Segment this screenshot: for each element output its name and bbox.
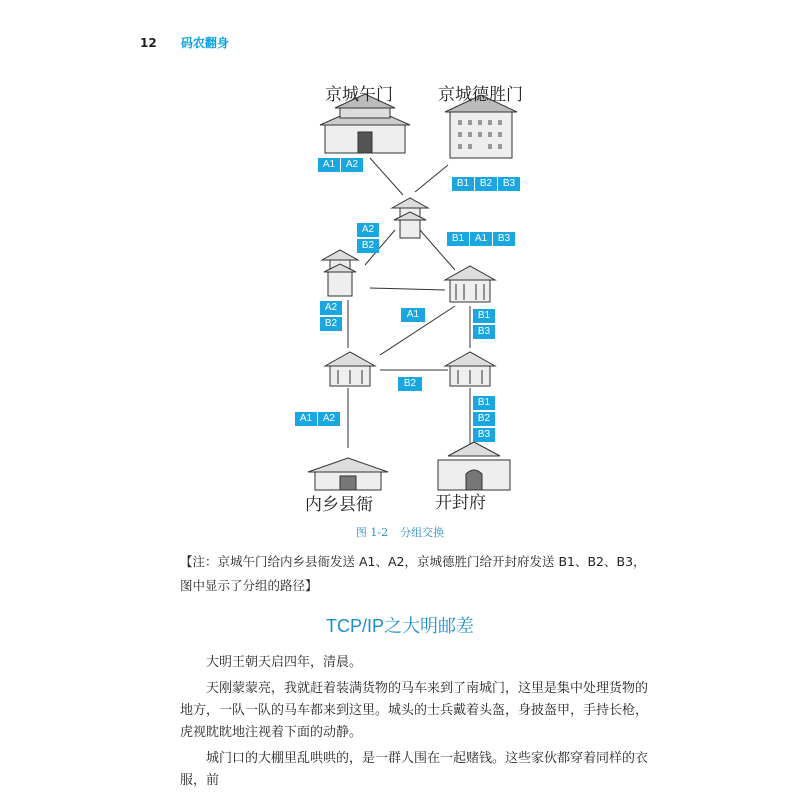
packet-tags-bottom-left — [295, 412, 340, 426]
packet-tag: B1 — [473, 309, 495, 323]
router-building-mid-left — [325, 352, 375, 386]
packet-tag: B2 — [475, 177, 497, 191]
figure-caption-text: 分组交换 — [400, 526, 445, 539]
figure-caption — [0, 524, 800, 540]
label-kaifeng: 开封府 — [435, 493, 486, 513]
paragraph: 大明王朝天启四年，清晨。 — [206, 655, 363, 670]
router-building-mid-right — [445, 352, 495, 386]
router-building-right — [445, 266, 495, 302]
packet-tag: B2 — [357, 239, 379, 253]
packet-tag: B3 — [473, 428, 495, 442]
packet-tag: B3 — [493, 232, 515, 246]
packet-tag: B2 — [398, 377, 422, 391]
router-pagoda-top — [392, 198, 428, 238]
page-header — [140, 34, 229, 51]
packet-tag: B2 — [473, 412, 495, 426]
section-title: TCP/IP之大明邮差 — [325, 616, 474, 636]
packet-tag: B1 — [447, 232, 469, 246]
paragraph: 城门口的大棚里乱哄哄的，是一群人围在一起赌钱。这些家伙都穿着同样的衣服，前 — [180, 751, 649, 788]
neixiang-yamen-building — [308, 458, 388, 490]
label-deshengmen: 京城德胜门 — [438, 85, 523, 105]
packet-tag: B3 — [498, 177, 520, 191]
packet-tag: B1 — [473, 396, 495, 410]
label-neixiang: 内乡县衙 — [305, 495, 373, 515]
figure-number: 图 1-2 — [355, 526, 389, 539]
packet-tag: B3 — [473, 325, 495, 339]
packet-tags-deshengmen — [452, 177, 520, 191]
page-number: 12 — [140, 36, 157, 50]
packet-tag: A2 — [341, 158, 363, 172]
packet-tag: B2 — [320, 317, 342, 331]
packet-tags-wumen — [318, 158, 363, 172]
packet-switching-figure — [270, 70, 530, 520]
packet-tag: A1 — [295, 412, 317, 426]
packet-tag: A1 — [401, 308, 425, 322]
paragraph: 天刚蒙蒙亮，我就赶着装满货物的马车来到了南城门，这里是集中处理货物的地方，一队一队的马车都来到这里。城头的士兵戴着头盔，身披盔甲，手持长枪，虎视眈眈地注视着下面的动静。 — [180, 681, 649, 740]
kaifeng-fu-building — [438, 442, 510, 490]
packet-tag: A2 — [320, 301, 342, 315]
packet-tag: B1 — [452, 177, 474, 191]
packet-tags-top-right — [447, 232, 515, 246]
book-title: 码农翻身 — [180, 36, 229, 50]
packet-tag: A2 — [318, 412, 340, 426]
figure-note: 【注：京城午门给内乡县衙发送 A1、A2，京城德胜门给开封府发送 B1、B2、B3，图中显示了分组的路径】 — [180, 554, 646, 593]
packet-tag: A1 — [470, 232, 492, 246]
router-pagoda-left — [322, 250, 358, 296]
packet-tag: A1 — [318, 158, 340, 172]
label-wumen: 京城午门 — [325, 85, 393, 105]
packet-tag: A2 — [357, 223, 379, 237]
